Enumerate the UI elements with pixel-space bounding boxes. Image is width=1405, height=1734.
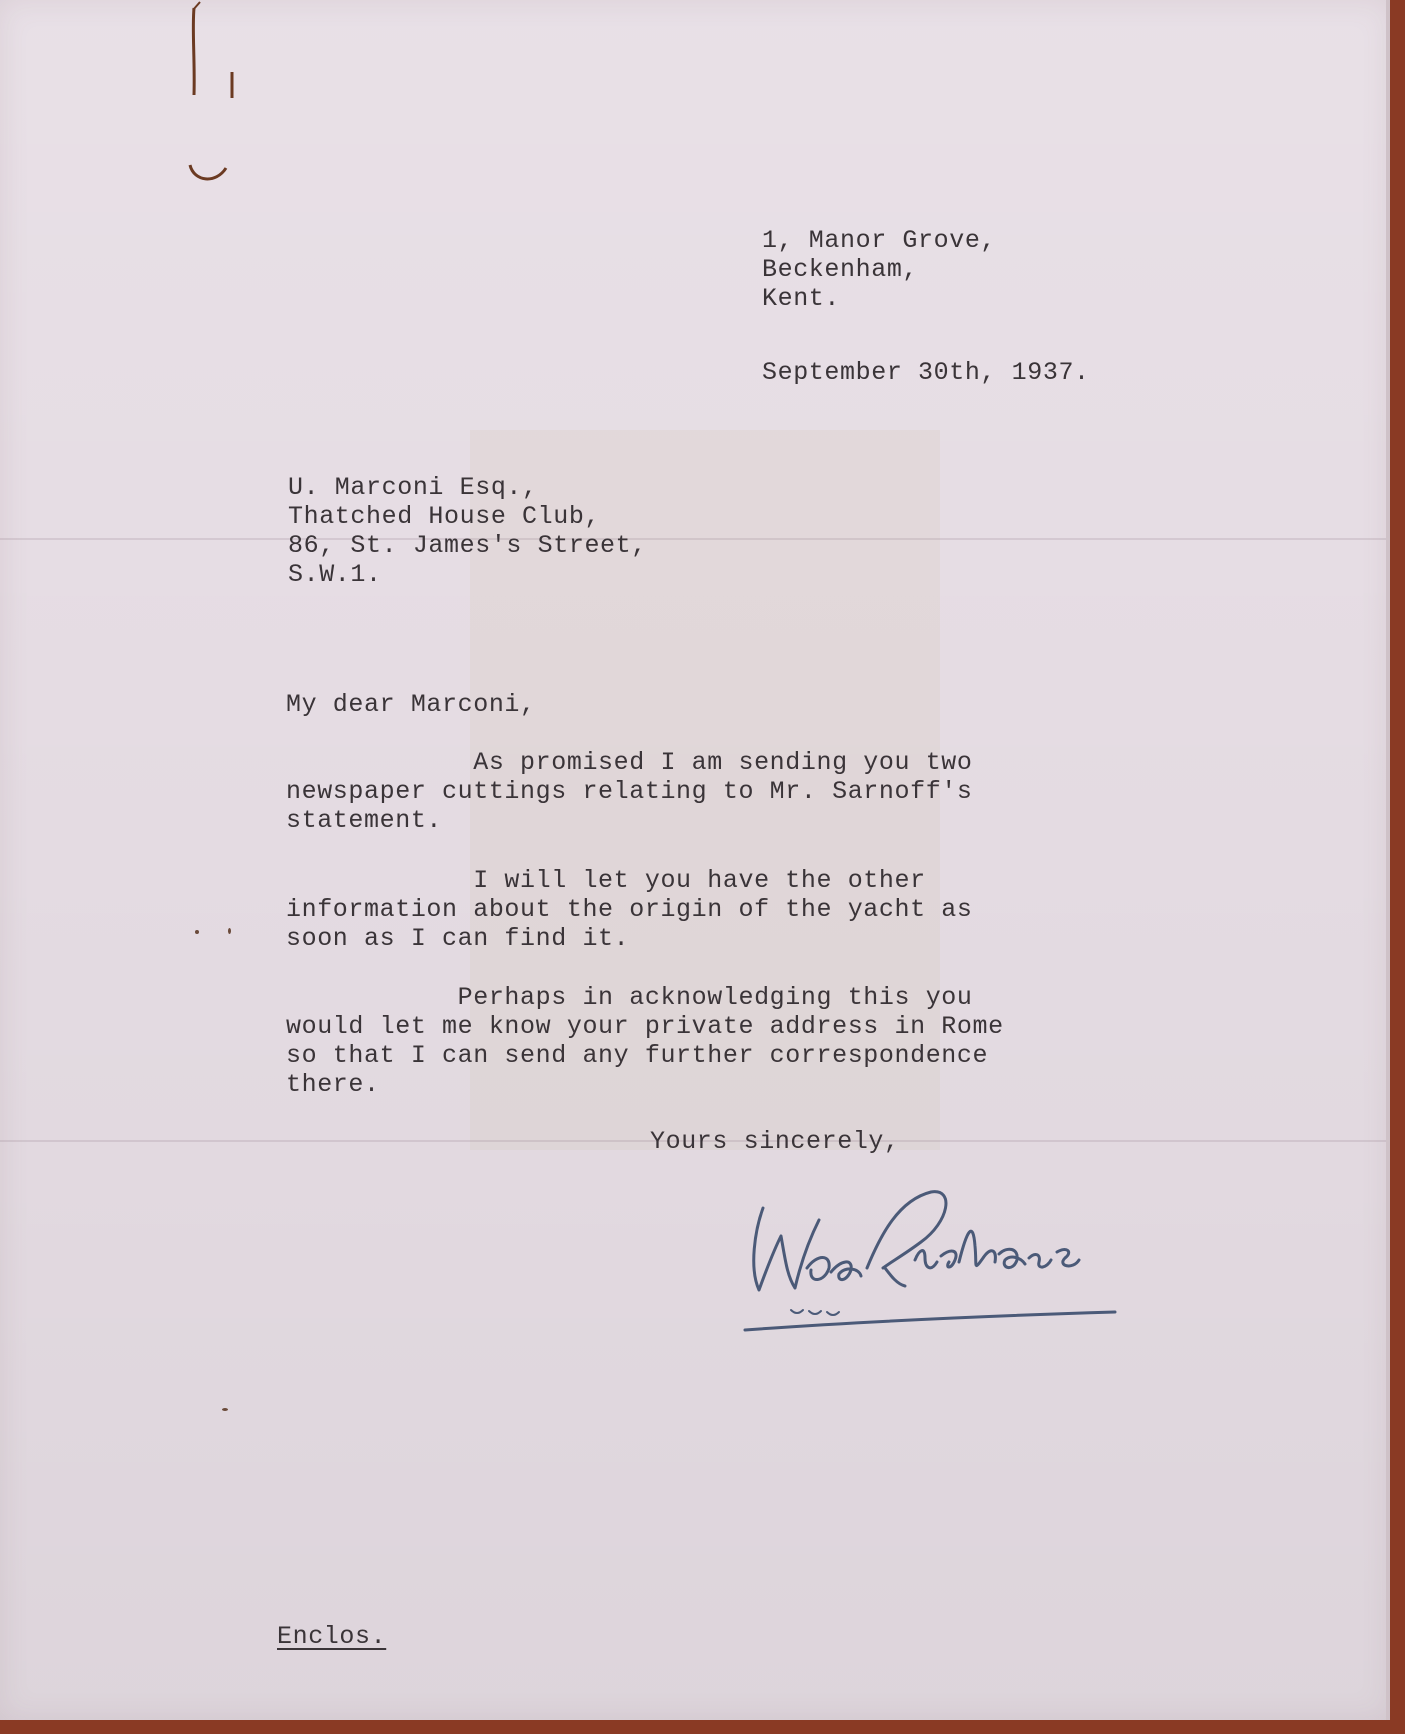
handwritten-signature-icon bbox=[735, 1150, 1125, 1340]
body-paragraph-1 bbox=[286, 748, 973, 835]
body-line: Perhaps in acknowledging this you bbox=[286, 983, 973, 1012]
recipient-address-line: Thatched House Club, bbox=[288, 502, 601, 531]
recipient-address bbox=[288, 473, 647, 589]
fold-line bbox=[0, 538, 1390, 540]
body-line: information about the origin of the yacht as bbox=[286, 895, 973, 924]
closing: Yours sincerely, bbox=[650, 1127, 900, 1156]
body-line: so that I can send any further correspondence bbox=[286, 1041, 989, 1070]
body-line: statement. bbox=[286, 806, 443, 835]
body-line: I will let you have the other bbox=[286, 866, 926, 895]
paper-speck bbox=[222, 1408, 228, 1411]
recipient-address-line: S.W.1. bbox=[288, 560, 382, 589]
body-line: soon as I can find it. bbox=[286, 924, 630, 953]
body-line: newspaper cuttings relating to Mr. Sarnoff's bbox=[286, 777, 973, 806]
body-line: would let me know your private address in Rome bbox=[286, 1012, 1004, 1041]
recipient-address-line: 86, St. James's Street, bbox=[288, 531, 647, 560]
paper-speck bbox=[228, 928, 231, 934]
paperclip-mark-icon bbox=[180, 0, 240, 190]
sender-address-line: Beckenham, bbox=[762, 255, 919, 284]
body-line: As promised I am sending you two bbox=[286, 748, 973, 777]
salutation: My dear Marconi, bbox=[286, 690, 536, 719]
paper-speck bbox=[195, 930, 199, 934]
recipient-address-line: U. Marconi Esq., bbox=[288, 473, 538, 502]
paper-edge bbox=[1386, 0, 1390, 1720]
body-paragraph-3 bbox=[286, 983, 1004, 1099]
sender-address-line: Kent. bbox=[762, 284, 841, 313]
body-paragraph-2 bbox=[286, 866, 973, 953]
enclosure-note: Enclos. bbox=[277, 1622, 387, 1651]
letter-date: September 30th, 1937. bbox=[762, 358, 1090, 387]
sender-address bbox=[762, 226, 996, 313]
sender-address-line: 1, Manor Grove, bbox=[762, 226, 997, 255]
body-line: there. bbox=[286, 1070, 380, 1099]
